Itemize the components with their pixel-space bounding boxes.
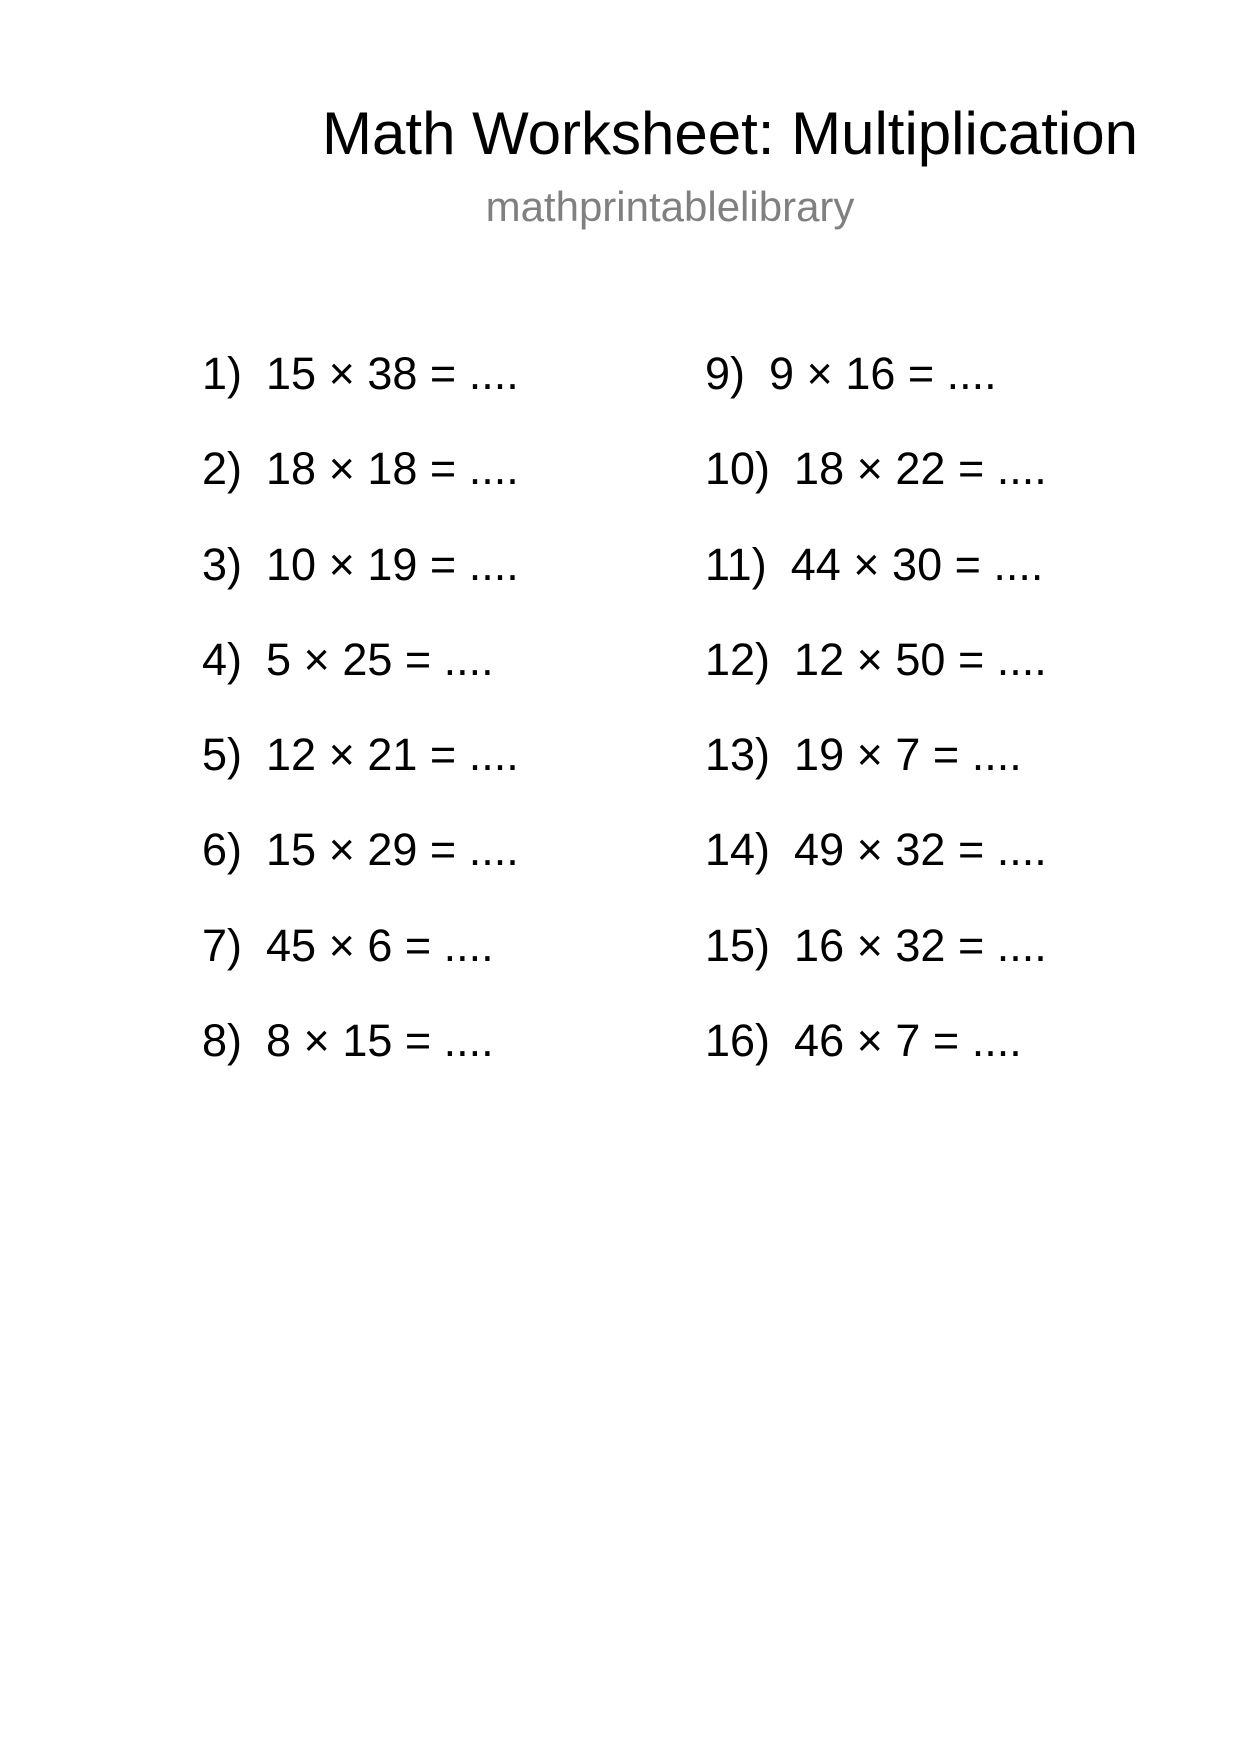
problem-item bbox=[705, 1015, 1047, 1110]
problem-expression: 15 × 29 = .... bbox=[266, 824, 519, 876]
problem-item bbox=[705, 539, 1047, 634]
problem-expression: 5 × 25 = .... bbox=[266, 633, 494, 685]
problem-number: 11) bbox=[705, 538, 767, 590]
problem-expression: 9 × 16 = .... bbox=[769, 348, 997, 399]
problem-expression: 44 × 30 = .... bbox=[790, 538, 1044, 590]
page-subtitle: mathprintablelibrary bbox=[485, 183, 855, 230]
problem-expression: 46 × 7 = .... bbox=[794, 1015, 1022, 1067]
problem-item bbox=[705, 920, 1047, 1015]
problem-expression: 15 × 38 = .... bbox=[266, 348, 519, 399]
problem-expression: 8 × 15 = .... bbox=[266, 1015, 494, 1067]
problem-item bbox=[705, 729, 1047, 824]
problem-number: 14) bbox=[705, 824, 771, 876]
problem-number: 8) bbox=[202, 1015, 243, 1067]
problem-item bbox=[202, 634, 519, 729]
problem-expression: 45 × 6 = .... bbox=[266, 919, 494, 971]
problem-item bbox=[202, 824, 519, 919]
problem-item bbox=[202, 920, 519, 1015]
problem-number: 10) bbox=[705, 443, 771, 495]
problem-number: 2) bbox=[202, 443, 243, 495]
problem-number: 3) bbox=[202, 538, 243, 590]
problem-number: 6) bbox=[202, 824, 243, 876]
problem-item bbox=[202, 539, 519, 634]
problem-number: 15) bbox=[705, 919, 771, 971]
problem-item bbox=[202, 443, 519, 538]
problem-expression: 16 × 32 = .... bbox=[794, 919, 1047, 971]
problem-expression: 19 × 7 = .... bbox=[794, 729, 1022, 781]
problem-column-left bbox=[202, 348, 519, 1110]
problem-number: 12) bbox=[705, 633, 771, 685]
problem-item bbox=[705, 443, 1047, 538]
problem-expression: 49 × 32 = .... bbox=[794, 824, 1047, 876]
problem-expression: 12 × 21 = .... bbox=[266, 729, 519, 781]
problem-expression: 12 × 50 = .... bbox=[794, 633, 1047, 685]
problem-column-right bbox=[705, 348, 1047, 1110]
problem-item bbox=[202, 348, 519, 443]
problem-number: 7) bbox=[202, 919, 243, 971]
problem-item bbox=[202, 729, 519, 824]
problem-item bbox=[705, 824, 1047, 919]
problem-number: 16) bbox=[705, 1015, 771, 1067]
problem-item bbox=[705, 348, 1047, 443]
page-title: Math Worksheet: Multiplication bbox=[322, 100, 1138, 167]
problem-number: 5) bbox=[202, 729, 243, 781]
problem-item bbox=[705, 634, 1047, 729]
problem-number: 13) bbox=[705, 729, 771, 781]
problem-number: 9) bbox=[705, 348, 746, 399]
problem-number: 1) bbox=[202, 348, 243, 399]
problem-expression: 10 × 19 = .... bbox=[266, 538, 519, 590]
problem-expression: 18 × 18 = .... bbox=[266, 443, 519, 495]
problem-number: 4) bbox=[202, 633, 243, 685]
problem-item bbox=[202, 1015, 519, 1110]
problem-expression: 18 × 22 = .... bbox=[794, 443, 1047, 495]
